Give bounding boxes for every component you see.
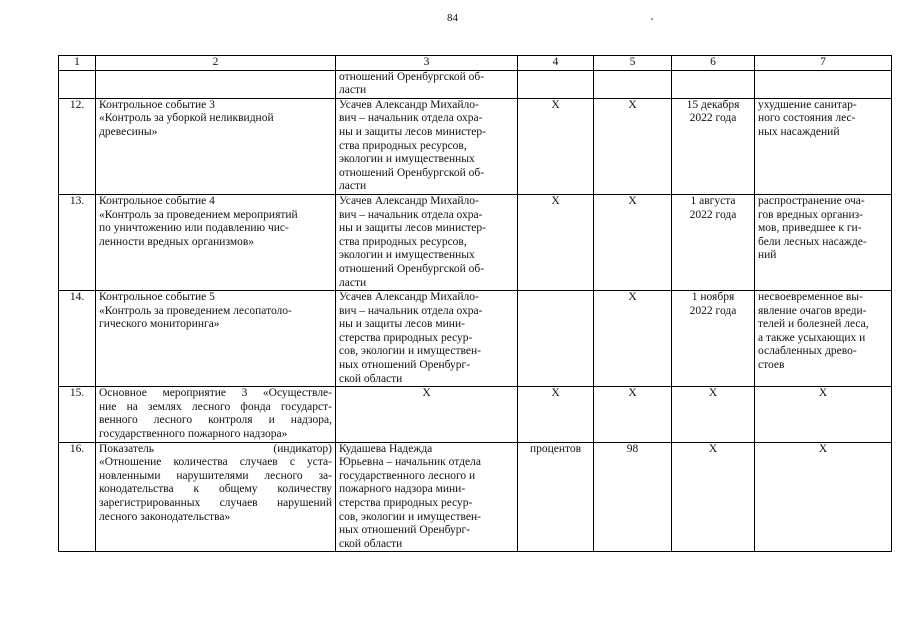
unit-cell: процентов bbox=[518, 442, 594, 552]
text-line: 2022 года bbox=[689, 304, 737, 317]
text-line: сов, экологии и имуществен- bbox=[339, 510, 481, 523]
row-number: 14. bbox=[59, 291, 96, 387]
text-line: Кудашева Надежда bbox=[339, 442, 433, 455]
text-line: Усачев Александр Михайло- bbox=[339, 98, 479, 111]
text-line: отношений Оренбургской об- bbox=[339, 70, 485, 83]
text-line: Контрольное событие 4 bbox=[99, 194, 215, 207]
text-line: ласти bbox=[339, 84, 367, 97]
text-line: Усачев Александр Михайло- bbox=[339, 291, 479, 304]
text-line: «Контроль за проведением мероприятий bbox=[99, 208, 298, 221]
text-line: стерства природных ресур- bbox=[339, 331, 473, 344]
text-line: сов, экологии и имуществен- bbox=[339, 345, 481, 358]
date-cell bbox=[672, 387, 755, 442]
text-line: ных отношений Оренбург- bbox=[339, 524, 471, 537]
responsible-cell bbox=[336, 291, 518, 387]
row-number: 16. bbox=[59, 442, 96, 552]
scan-speck bbox=[651, 18, 653, 20]
text-line: венного лесного контроля и надзора, bbox=[99, 414, 332, 427]
date-cell bbox=[672, 291, 755, 387]
header-cell: 4 bbox=[518, 56, 594, 71]
risk-cell: Х bbox=[755, 387, 892, 442]
text-line: Показатель (индикатор) bbox=[99, 442, 332, 455]
text-line: ны и защиты лесов министер- bbox=[339, 125, 486, 138]
header-cell: 3 bbox=[336, 56, 518, 71]
text-line: несвоевременное вы- bbox=[758, 291, 863, 304]
header-cell: 7 bbox=[755, 56, 892, 71]
text-line: «Отношение количества случаев с уста- bbox=[99, 456, 332, 469]
value-cell: Х bbox=[594, 98, 672, 194]
date-cell bbox=[672, 442, 755, 552]
text-line: зарегистрированных случаев нарушений bbox=[99, 497, 332, 509]
text-line: бели лесных насажде- bbox=[758, 235, 867, 248]
table-row bbox=[59, 291, 892, 387]
text-line: отношений Оренбургской об- bbox=[339, 262, 485, 275]
text-line: ослабленных древо- bbox=[758, 345, 857, 358]
header-cell: 5 bbox=[594, 56, 672, 71]
text-line: Контрольное событие 5 bbox=[99, 291, 215, 304]
text-line: вич – начальник отдела охра- bbox=[339, 304, 483, 317]
text-line: ны и защиты лесов мини- bbox=[339, 318, 465, 331]
unit-cell bbox=[518, 70, 594, 98]
table-row bbox=[59, 387, 892, 442]
text-line: ных отношений Оренбург- bbox=[339, 359, 471, 372]
text-line: Х bbox=[708, 442, 718, 455]
value-cell: Х bbox=[594, 291, 672, 387]
unit-cell bbox=[518, 291, 594, 387]
event-cell bbox=[96, 70, 336, 98]
risk-cell bbox=[755, 291, 892, 387]
responsible-cell bbox=[336, 70, 518, 98]
risk-cell bbox=[755, 70, 892, 98]
text-line: ства природных ресурсов, bbox=[339, 139, 467, 152]
date-cell bbox=[672, 70, 755, 98]
text-line: лесного законодательства» bbox=[99, 510, 231, 523]
text-line: государственного пожарного надзора» bbox=[99, 428, 288, 441]
risk-cell bbox=[755, 194, 892, 290]
page-number: 84 bbox=[447, 12, 458, 24]
text-line: ных насаждений bbox=[758, 125, 840, 138]
risk-cell: Х bbox=[755, 442, 892, 552]
text-line: мов, приведшее к ги- bbox=[758, 222, 862, 235]
text-line: явление очагов вреди- bbox=[758, 304, 867, 317]
responsible-cell bbox=[336, 442, 518, 552]
text-line: ства природных ресурсов, bbox=[339, 235, 467, 248]
table-row bbox=[59, 70, 892, 98]
text-line: Основное мероприятие 3 «Осуществле- bbox=[99, 387, 332, 400]
event-cell bbox=[96, 98, 336, 194]
text-line: «Контроль за уборкой неликвидной bbox=[99, 112, 274, 125]
text-line: ласти bbox=[339, 180, 367, 193]
row-number: 13. bbox=[59, 194, 96, 290]
event-cell bbox=[96, 194, 336, 290]
value-cell: Х bbox=[594, 194, 672, 290]
text-line: ленности вредных организмов» bbox=[99, 235, 255, 248]
responsible-cell bbox=[336, 194, 518, 290]
text-line: ухудшение санитар- bbox=[758, 98, 857, 111]
table-row bbox=[59, 194, 892, 290]
table-row bbox=[59, 98, 892, 194]
responsible-cell: Х bbox=[336, 387, 518, 442]
text-line: ской области bbox=[339, 537, 403, 550]
row-number bbox=[59, 70, 96, 98]
text-line: Юрьевна – начальник отдела bbox=[339, 456, 481, 469]
unit-cell: Х bbox=[518, 98, 594, 194]
text-line: стоев bbox=[758, 359, 785, 372]
text-line: конодательства к общему количеству bbox=[99, 483, 332, 496]
text-line: ласти bbox=[339, 276, 367, 289]
row-number: 12. bbox=[59, 98, 96, 194]
text-line: Х bbox=[708, 387, 718, 400]
text-line: 15 декабря bbox=[686, 98, 740, 111]
text-line: 1 ноября bbox=[691, 291, 735, 304]
text-line: Контрольное событие 3 bbox=[99, 98, 215, 111]
text-line: ской области bbox=[339, 372, 403, 385]
text-line: гов вредных организ- bbox=[758, 208, 863, 221]
text-line: а также усыхающих и bbox=[758, 331, 866, 344]
text-line: ного состояния лес- bbox=[758, 112, 856, 125]
text-line: стерства природных ресур- bbox=[339, 497, 473, 509]
text-line: отношений Оренбургской об- bbox=[339, 166, 485, 179]
date-cell bbox=[672, 98, 755, 194]
text-line: ние на землях лесного фонда государст- bbox=[99, 400, 332, 413]
text-line: 1 августа bbox=[690, 194, 736, 207]
header-cell: 2 bbox=[96, 56, 336, 71]
text-line: 2022 года bbox=[689, 112, 737, 125]
row-number: 15. bbox=[59, 387, 96, 442]
text-line: ны и защиты лесов министер- bbox=[339, 222, 486, 235]
event-cell bbox=[96, 387, 336, 442]
text-line: «Контроль за проведением лесопатоло- bbox=[99, 304, 292, 317]
risk-cell bbox=[755, 98, 892, 194]
text-line: Усачев Александр Михайло- bbox=[339, 194, 479, 207]
event-cell bbox=[96, 442, 336, 552]
event-cell bbox=[96, 291, 336, 387]
text-line: вич – начальник отдела охра- bbox=[339, 112, 483, 125]
text-line: новленными нарушителями лесного за- bbox=[99, 469, 332, 482]
header-cell: 6 bbox=[672, 56, 755, 71]
text-line: экологии и имущественных bbox=[339, 249, 475, 262]
value-cell: Х bbox=[594, 387, 672, 442]
plan-table bbox=[58, 55, 892, 552]
text-line: древесины» bbox=[99, 125, 158, 138]
text-line: 2022 года bbox=[689, 208, 737, 221]
text-line: государственного лесного и bbox=[339, 469, 476, 482]
header-cell: 1 bbox=[59, 56, 96, 71]
table-row bbox=[59, 442, 892, 552]
text-line: ний bbox=[758, 249, 777, 262]
text-line: экологии и имущественных bbox=[339, 153, 475, 166]
text-line: пожарного надзора мини- bbox=[339, 483, 466, 496]
text-line: вич – начальник отдела охра- bbox=[339, 208, 483, 221]
text-line: по уничтожению или подавлению чис- bbox=[99, 222, 289, 235]
unit-cell: Х bbox=[518, 194, 594, 290]
value-cell bbox=[594, 70, 672, 98]
responsible-cell bbox=[336, 98, 518, 194]
text-line: телей и болезней леса, bbox=[758, 318, 869, 331]
value-cell: 98 bbox=[594, 442, 672, 552]
header-row bbox=[59, 56, 892, 71]
unit-cell: Х bbox=[518, 387, 594, 442]
date-cell bbox=[672, 194, 755, 290]
text-line: гического мониторинга» bbox=[99, 318, 220, 331]
text-line: распространение оча- bbox=[758, 194, 865, 207]
